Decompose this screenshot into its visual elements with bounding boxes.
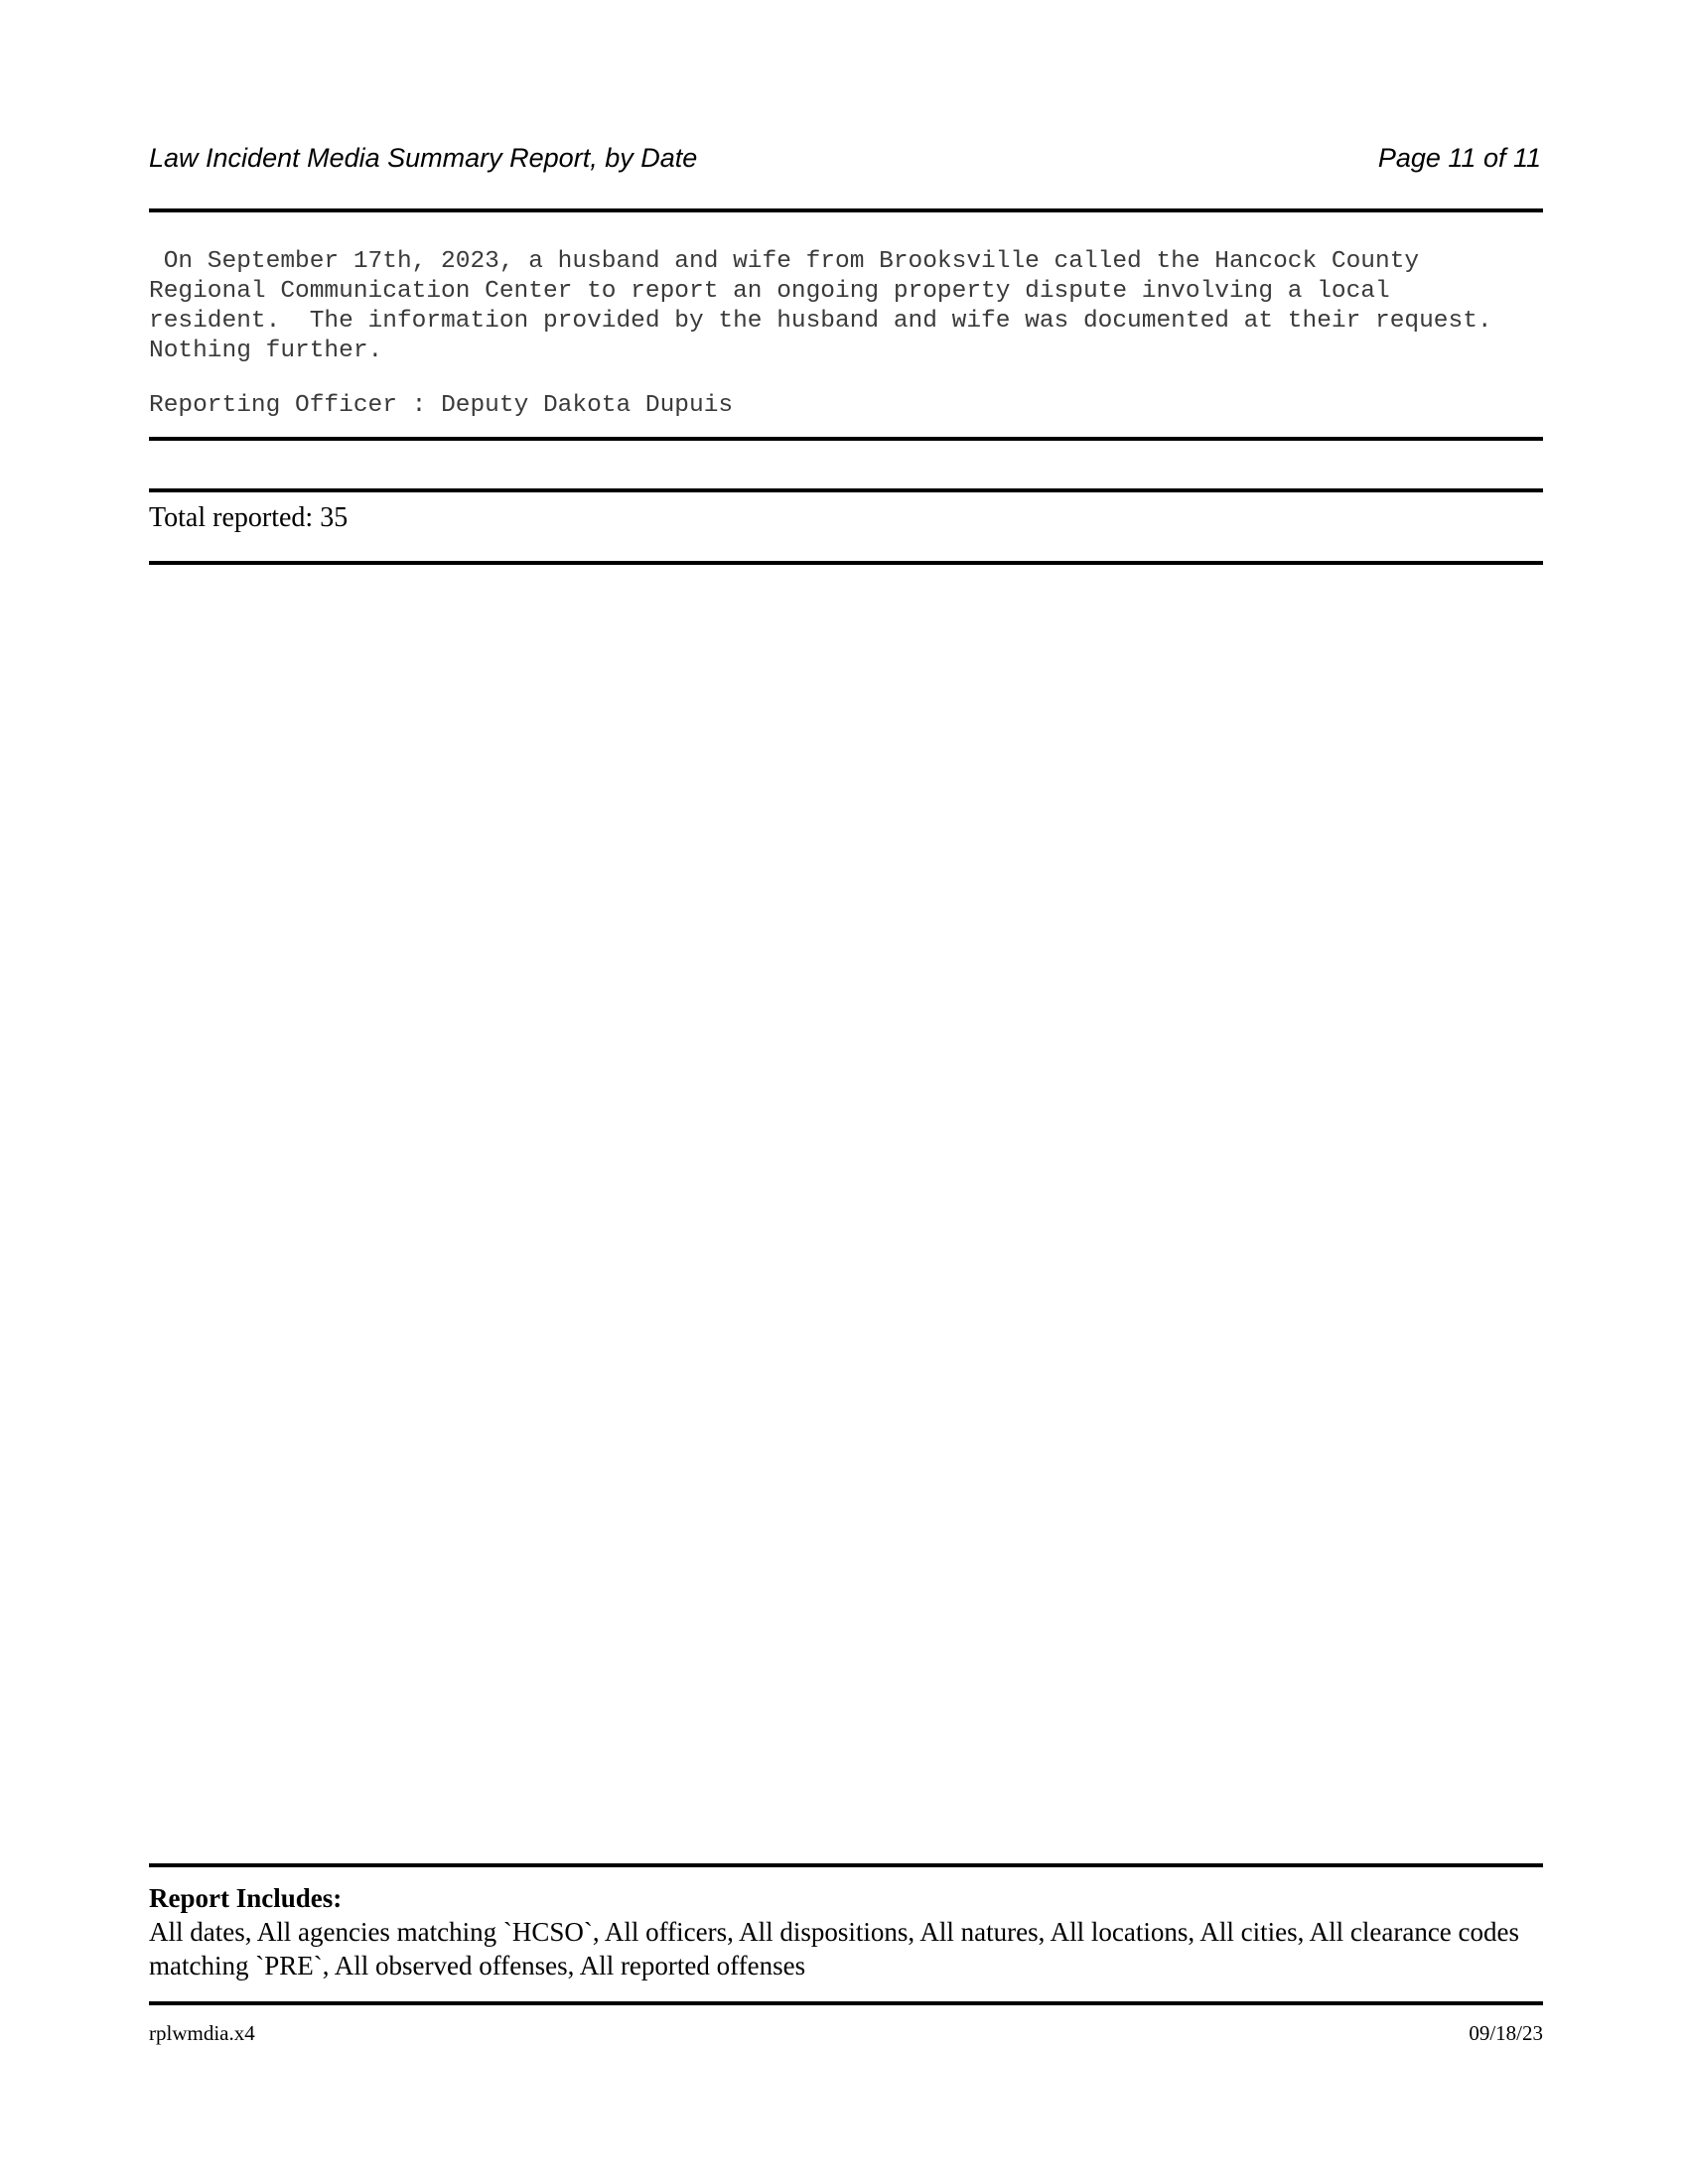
includes-top-divider: [149, 1863, 1543, 1867]
incident-divider: [149, 437, 1543, 441]
page-header: [149, 143, 1541, 174]
reporting-officer-name: Deputy Dakota Dupuis: [441, 392, 734, 419]
total-reported-value: 35: [320, 502, 349, 533]
report-title: Law Incident Media Summary Report, by Date: [149, 143, 698, 173]
page-number: Page 11 of 11: [1377, 143, 1541, 173]
reporting-officer-label: Reporting Officer :: [149, 392, 427, 419]
report-includes: [149, 1881, 1559, 1982]
total-reported-label: Total reported:: [149, 502, 314, 533]
page-footer: [149, 2021, 1543, 2046]
report-date: 09/18/23: [1469, 2021, 1543, 2045]
incident-narrative: On September 17th, 2023, a husband and wife from Brooksville called the Hancock County Regional Communication Center to report an ongoing property dispute involving a local resident. The information provided by the husband and wife was documented at their request. Nothing further.: [149, 248, 1492, 364]
total-top-divider: [149, 488, 1543, 492]
report-includes-text: All dates, All agencies matching `HCSO`, All officers, All dispositions, All natures, All locations, All cities, All clearance codes matching `PRE`, All observed offenses, All reported offenses: [149, 1917, 1520, 1980]
report-includes-heading: Report Includes:: [149, 1883, 343, 1913]
reporting-officer: [149, 392, 733, 419]
report-code: rplwmdia.x4: [149, 2021, 255, 2045]
header-divider: [149, 208, 1543, 212]
total-reported: [149, 502, 348, 534]
total-bottom-divider: [149, 561, 1543, 565]
footer-divider: [149, 2001, 1543, 2005]
